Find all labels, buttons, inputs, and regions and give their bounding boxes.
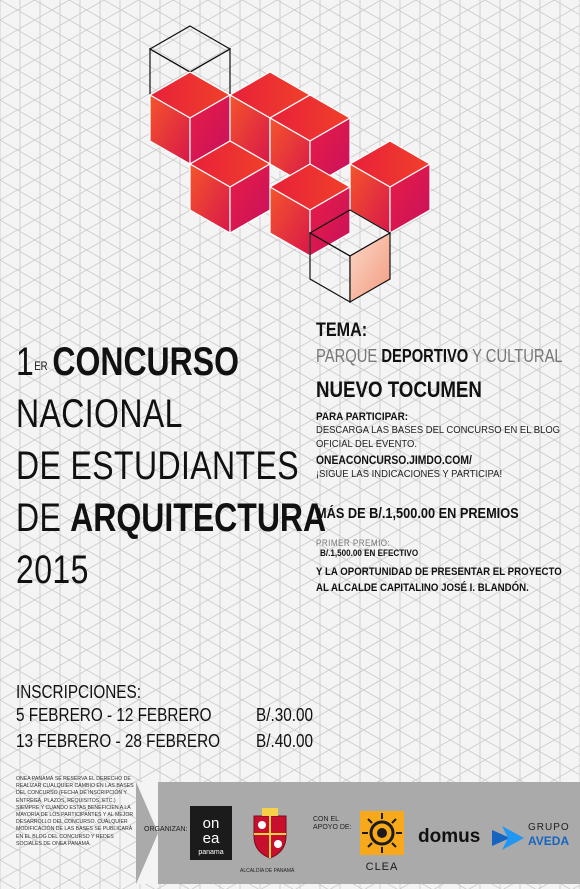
aveda-grupo: GRUPO bbox=[528, 822, 570, 833]
alcaldia-shield-icon bbox=[248, 806, 292, 864]
aveda-arrow-icon bbox=[492, 826, 524, 850]
participar-text: DESCARGA LAS BASES DEL CONCURSO EN EL BLOG OFICIAL DEL EVENTO. bbox=[316, 424, 561, 450]
prizes-heading: MÁS DE B/.1,500.00 EN PREMIOS bbox=[316, 505, 519, 522]
title-arquitectura: ARQUITECTURA bbox=[70, 496, 327, 540]
participar-follow: ¡SIGUE LAS INDICACIONES Y PARTICIPA! bbox=[316, 468, 503, 480]
support-label: CON EL APOYO DE: bbox=[313, 816, 352, 831]
registration-price: B/.40.00 bbox=[256, 731, 314, 751]
tema-y-cultural: Y CULTURAL bbox=[472, 346, 563, 366]
clea-logo bbox=[357, 810, 407, 873]
tema-parque: PARQUE bbox=[316, 346, 378, 366]
title-year: 2015 bbox=[16, 548, 89, 592]
registration-dates: 5 FEBRERO - 12 FEBRERO bbox=[16, 705, 212, 725]
tema-place: NUEVO TOCUMEN bbox=[316, 377, 482, 402]
first-prize-amount: B/.1,500.00 EN EFECTIVO bbox=[320, 548, 419, 558]
participar-heading: PARA PARTICIPAR: bbox=[316, 411, 409, 423]
first-prize-label: PRIMER PREMIO: bbox=[316, 538, 391, 548]
registration-heading: INSCRIPCIONES: bbox=[16, 682, 141, 702]
title-de-estudiantes: DE ESTUDIANTES bbox=[16, 444, 299, 488]
info-column bbox=[316, 320, 578, 596]
title-number: 1 bbox=[16, 340, 35, 384]
cube-face bbox=[150, 26, 230, 72]
clea-sun-icon bbox=[357, 810, 407, 856]
tema-deportivo: DEPORTIVO bbox=[381, 346, 469, 366]
registration-section bbox=[16, 682, 346, 755]
registration-dates: 13 FEBRERO - 28 FEBRERO bbox=[16, 731, 221, 751]
cube-face bbox=[350, 233, 390, 302]
registration-row bbox=[16, 703, 346, 729]
title-superscript: ER bbox=[34, 359, 48, 373]
clea-logo-text: CLEA bbox=[365, 861, 399, 873]
tema-heading: TEMA: bbox=[316, 320, 368, 341]
cube-illustration bbox=[0, 0, 580, 330]
organizers-label: ORGANIZAN: bbox=[144, 826, 188, 833]
disclaimer-text: ONEA PANAMÁ SE RESERVA EL DERECHO DE REALIZAR CUALQUIER CAMBIO EN LAS BASES DEL CONCURSO (FECHA DE INSCRIPCIÓN Y ENTREGA, PLAZOS, REQUISITOS, ETC.) SIEMPRE Y CUANDO ESTAS BENEFICIEN A LA MAYORÍA DE LOS PARTICIPANTES Y AL MEJOR DESARROLLO DEL CONCURSO. CUALQUIER MODIFICACIÓN DE LAS BASES SE PUBLICARÁ EN EL BLOG DEL CONCURSO Y REDES SOCIALES DE ONEA PANAMÁ. bbox=[16, 776, 134, 847]
domus-logo: domus bbox=[418, 826, 481, 847]
first-prize-extra: Y LA OPORTUNIDAD DE PRESENTAR EL PROYECTO AL ALCALDE CAPITALINO JOSÉ I. BLANDÓN. bbox=[316, 566, 562, 594]
onea-logo-panama: panama bbox=[198, 849, 224, 856]
onea-logo bbox=[190, 806, 232, 860]
contest-title bbox=[16, 336, 327, 596]
onea-logo-ea: ea bbox=[202, 830, 220, 847]
aveda-name: AVEDA bbox=[528, 834, 570, 848]
tema-topic bbox=[316, 346, 563, 367]
onea-logo-on: on bbox=[202, 815, 220, 832]
title-de: DE bbox=[16, 496, 62, 540]
registration-price: B/.30.00 bbox=[256, 705, 314, 725]
registration-row bbox=[16, 729, 346, 755]
aveda-logo bbox=[492, 820, 576, 860]
title-concurso: CONCURSO bbox=[52, 340, 240, 384]
alcaldia-caption: ALCALDÍA DE PANAMÁ bbox=[240, 868, 295, 874]
blog-url-link[interactable]: ONEACONCURSO.JIMDO.COM/ bbox=[316, 455, 472, 467]
title-nacional: NACIONAL bbox=[16, 392, 183, 436]
